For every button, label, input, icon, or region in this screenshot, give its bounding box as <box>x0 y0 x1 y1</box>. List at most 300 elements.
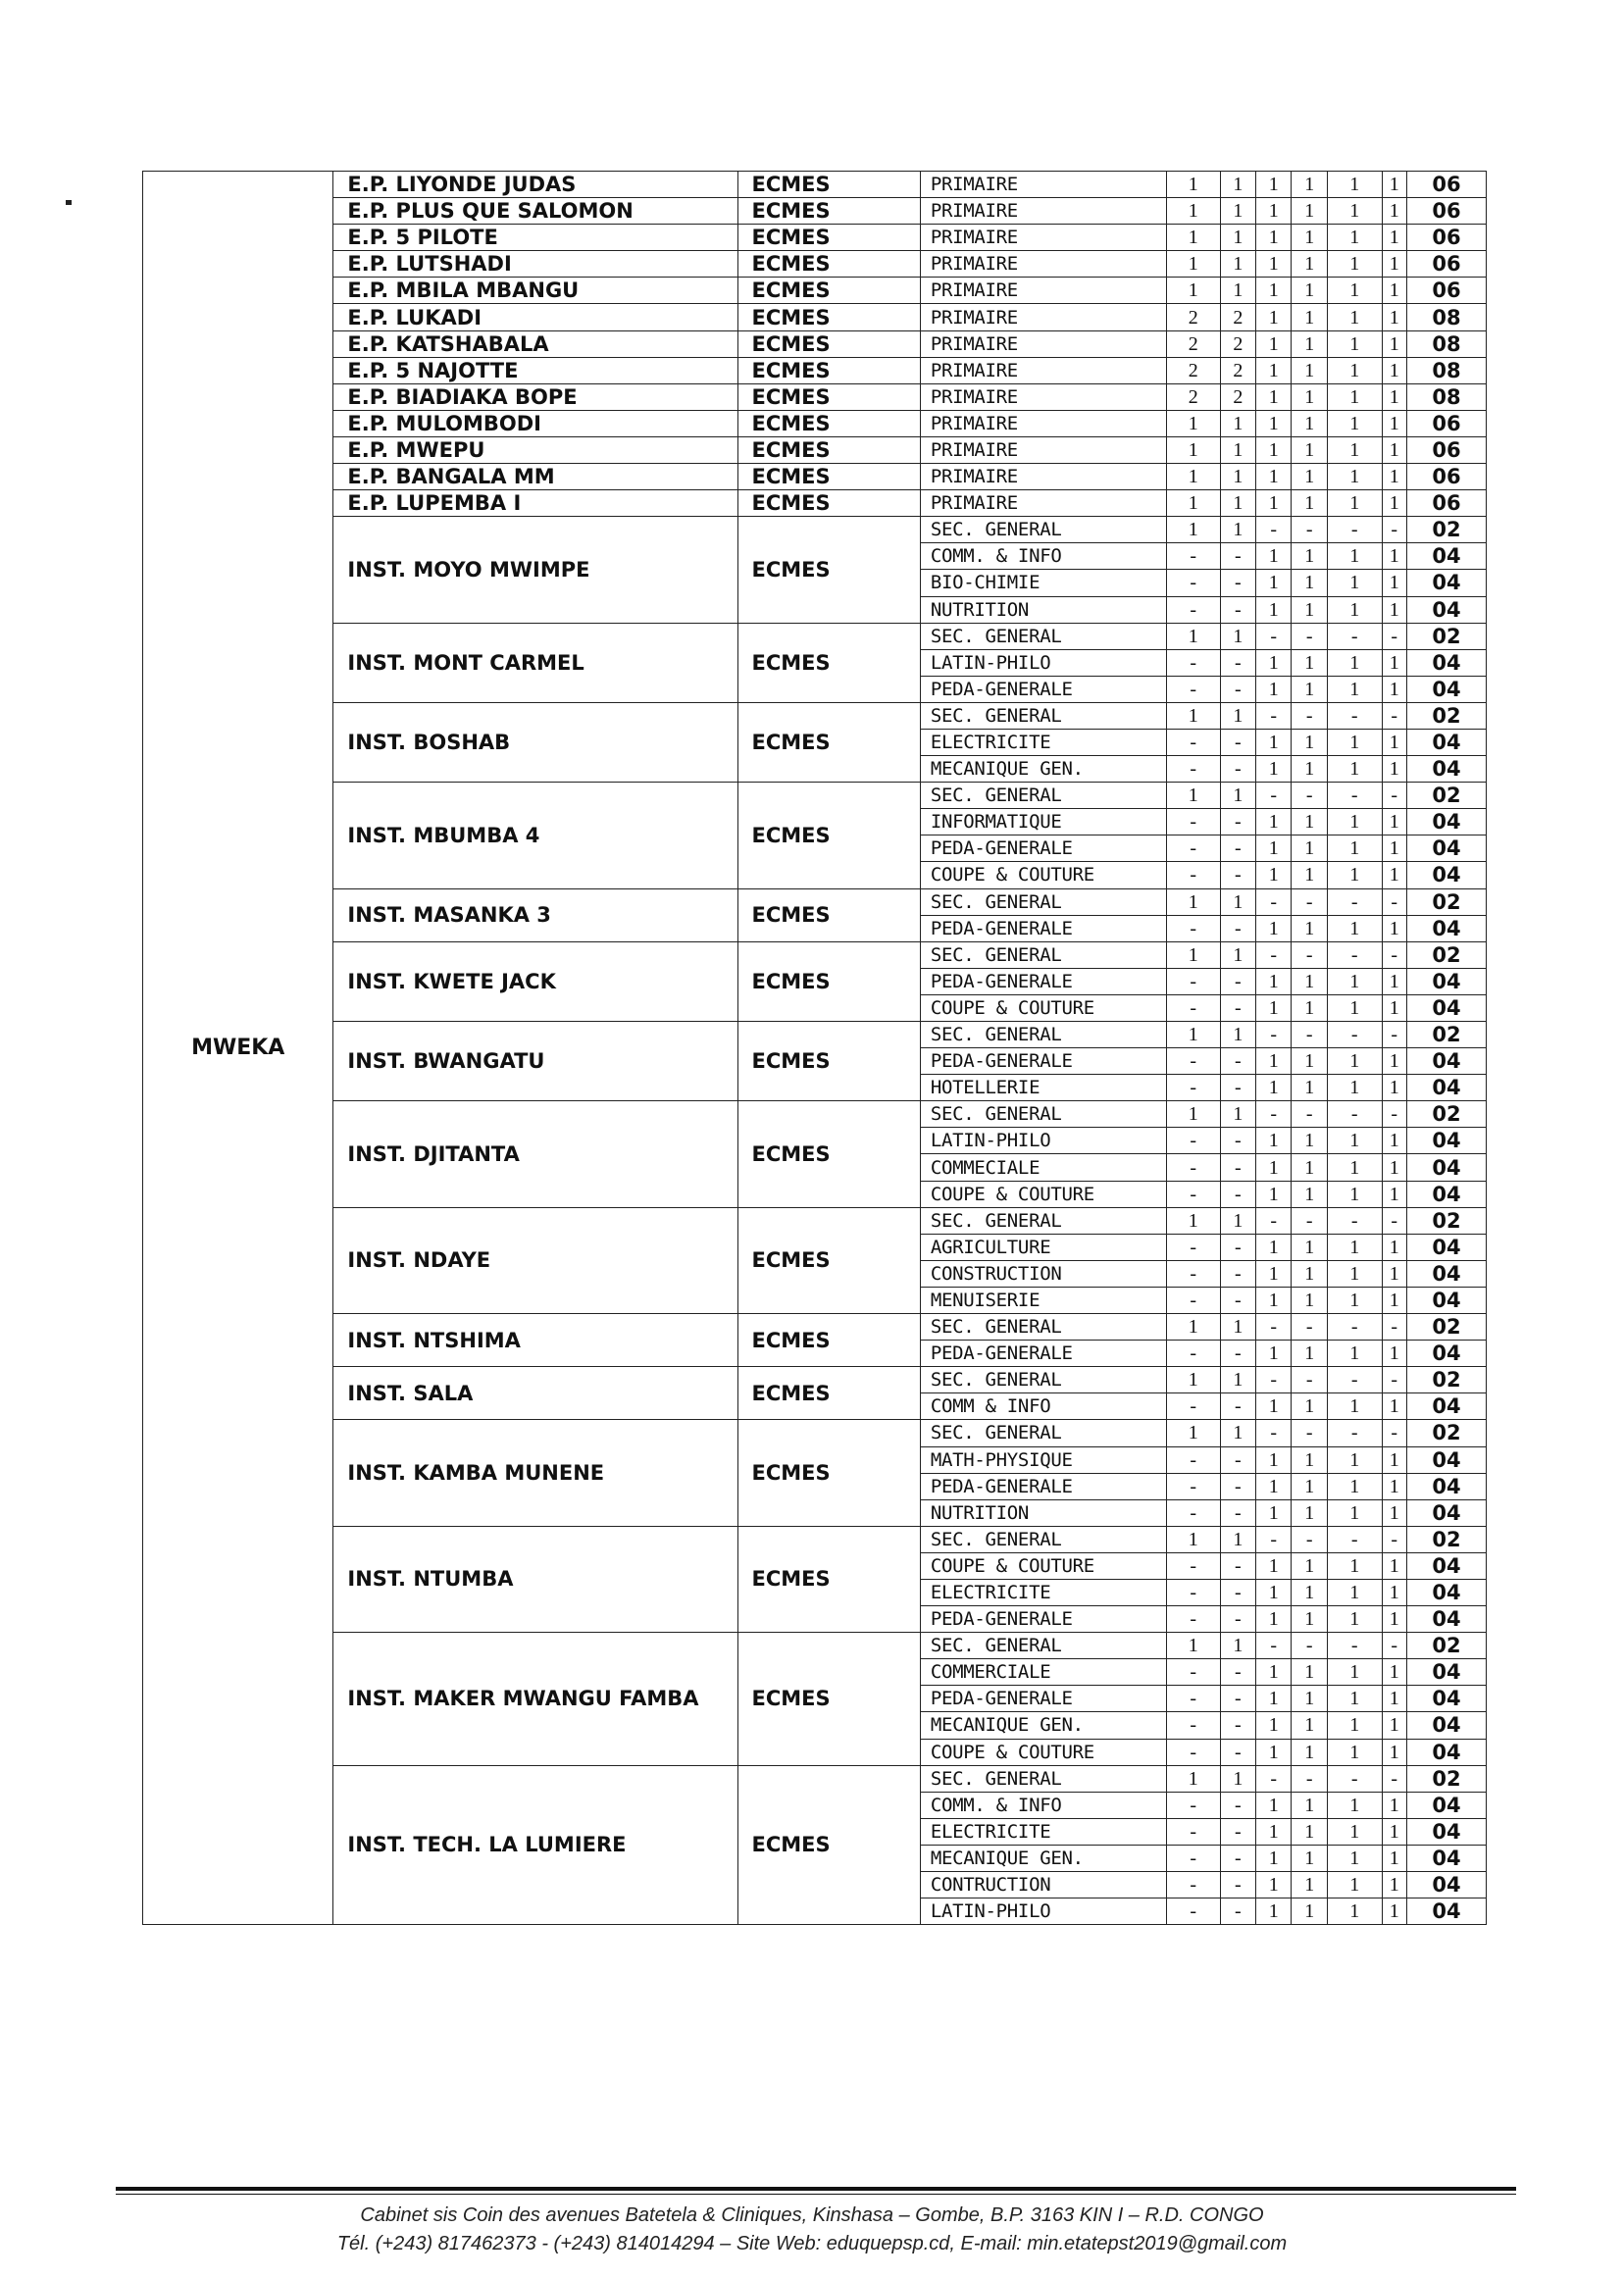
count-cell: 1 <box>1256 676 1292 702</box>
count-cell: - <box>1256 1207 1292 1234</box>
total-cell: 06 <box>1406 225 1486 251</box>
count-cell: 1 <box>1256 1473 1292 1499</box>
count-cell: - <box>1256 783 1292 809</box>
count-cell: - <box>1382 888 1406 915</box>
section-cell: COMM. & INFO <box>920 543 1166 570</box>
count-cell: - <box>1166 596 1220 623</box>
count-cell: 1 <box>1256 1341 1292 1367</box>
count-cell: - <box>1166 1446 1220 1473</box>
count-cell: 1 <box>1327 278 1382 304</box>
count-cell: - <box>1292 1314 1327 1341</box>
count-cell: - <box>1327 1765 1382 1792</box>
count-cell: 1 <box>1256 1579 1292 1605</box>
total-cell: 06 <box>1406 464 1486 490</box>
total-cell: 04 <box>1406 1446 1486 1473</box>
school-name: INST. MAKER MWANGU FAMBA <box>333 1633 737 1765</box>
section-cell: ELECTRICITE <box>920 1818 1166 1845</box>
count-cell: 1 <box>1256 330 1292 357</box>
count-cell: 1 <box>1292 862 1327 888</box>
section-cell: PEDA-GENERALE <box>920 1048 1166 1075</box>
count-cell: - <box>1256 1765 1292 1792</box>
section-cell: MECANIQUE GEN. <box>920 756 1166 783</box>
count-cell: 1 <box>1292 1075 1327 1101</box>
section-cell: PRIMAIRE <box>920 251 1166 278</box>
count-cell: 1 <box>1327 1739 1382 1765</box>
count-cell: - <box>1220 1181 1255 1207</box>
network-cell: ECMES <box>737 1314 920 1367</box>
section-cell: COUPE & COUTURE <box>920 994 1166 1021</box>
count-cell: 1 <box>1327 464 1382 490</box>
count-cell: 1 <box>1292 676 1327 702</box>
section-cell: PEDA-GENERALE <box>920 1606 1166 1633</box>
count-cell: 1 <box>1382 729 1406 755</box>
count-cell: 1 <box>1256 1128 1292 1154</box>
count-cell: 1 <box>1327 198 1382 225</box>
count-cell: 1 <box>1327 862 1382 888</box>
count-cell: - <box>1220 1075 1255 1101</box>
count-cell: 1 <box>1256 596 1292 623</box>
count-cell: 1 <box>1327 835 1382 862</box>
count-cell: - <box>1292 1367 1327 1393</box>
count-cell: 1 <box>1256 1686 1292 1712</box>
count-cell: 1 <box>1327 1473 1382 1499</box>
count-cell: - <box>1166 1818 1220 1845</box>
total-cell: 04 <box>1406 543 1486 570</box>
count-cell: 1 <box>1382 756 1406 783</box>
count-cell: 1 <box>1327 1075 1382 1101</box>
count-cell: - <box>1327 517 1382 543</box>
count-cell: 1 <box>1256 1712 1292 1739</box>
count-cell: - <box>1220 1845 1255 1871</box>
section-cell: PEDA-GENERALE <box>920 1686 1166 1712</box>
count-cell: - <box>1292 702 1327 729</box>
count-cell: - <box>1220 835 1255 862</box>
count-cell: 1 <box>1166 436 1220 463</box>
count-cell: 1 <box>1327 225 1382 251</box>
count-cell: - <box>1327 1314 1382 1341</box>
count-cell: 1 <box>1382 330 1406 357</box>
count-cell: 1 <box>1327 1393 1382 1420</box>
count-cell: 1 <box>1327 436 1382 463</box>
total-cell: 02 <box>1406 1101 1486 1128</box>
section-cell: LATIN-PHILO <box>920 1898 1166 1925</box>
table-row <box>143 357 1487 383</box>
total-cell: 02 <box>1406 783 1486 809</box>
total-cell: 04 <box>1406 570 1486 596</box>
count-cell: - <box>1256 1367 1292 1393</box>
count-cell: - <box>1220 862 1255 888</box>
count-cell: 1 <box>1382 968 1406 994</box>
section-cell: PRIMAIRE <box>920 436 1166 463</box>
total-cell: 04 <box>1406 1845 1486 1871</box>
table-row <box>143 251 1487 278</box>
count-cell: 1 <box>1382 1287 1406 1313</box>
count-cell: 1 <box>1256 1075 1292 1101</box>
network-cell: ECMES <box>737 251 920 278</box>
total-cell: 04 <box>1406 1048 1486 1075</box>
network-cell: ECMES <box>737 941 920 1021</box>
total-cell: 08 <box>1406 383 1486 410</box>
count-cell: - <box>1166 1048 1220 1075</box>
count-cell: 1 <box>1220 464 1255 490</box>
count-cell: - <box>1292 941 1327 968</box>
network-cell: ECMES <box>737 888 920 941</box>
count-cell: 1 <box>1166 941 1220 968</box>
count-cell: - <box>1256 1526 1292 1552</box>
count-cell: 1 <box>1382 251 1406 278</box>
section-cell: SEC. GENERAL <box>920 702 1166 729</box>
count-cell: - <box>1166 1260 1220 1287</box>
count-cell: 1 <box>1327 1712 1382 1739</box>
count-cell: 1 <box>1327 1234 1382 1260</box>
total-cell: 04 <box>1406 1739 1486 1765</box>
network-cell: ECMES <box>737 304 920 330</box>
count-cell: 1 <box>1292 225 1327 251</box>
total-cell: 08 <box>1406 330 1486 357</box>
count-cell: 1 <box>1292 1552 1327 1579</box>
count-cell: - <box>1292 1101 1327 1128</box>
table-row <box>143 225 1487 251</box>
school-name: INST. DJITANTA <box>333 1101 737 1207</box>
count-cell: - <box>1220 543 1255 570</box>
count-cell: 1 <box>1220 1207 1255 1234</box>
section-cell: LATIN-PHILO <box>920 1128 1166 1154</box>
count-cell: - <box>1220 1234 1255 1260</box>
count-cell: 1 <box>1382 1260 1406 1287</box>
count-cell: 1 <box>1166 490 1220 517</box>
total-cell: 02 <box>1406 1420 1486 1446</box>
total-cell: 04 <box>1406 1898 1486 1925</box>
count-cell: - <box>1256 517 1292 543</box>
count-cell: 1 <box>1382 304 1406 330</box>
section-cell: SEC. GENERAL <box>920 1367 1166 1393</box>
table-row <box>143 1420 1487 1446</box>
count-cell: - <box>1327 941 1382 968</box>
count-cell: - <box>1382 702 1406 729</box>
count-cell: 1 <box>1382 1552 1406 1579</box>
count-cell: 1 <box>1292 1898 1327 1925</box>
table-row <box>143 1022 1487 1048</box>
count-cell: 1 <box>1382 383 1406 410</box>
count-cell: 1 <box>1327 330 1382 357</box>
count-cell: 1 <box>1382 994 1406 1021</box>
count-cell: - <box>1292 517 1327 543</box>
network-cell: ECMES <box>737 410 920 436</box>
count-cell: 1 <box>1292 649 1327 676</box>
count-cell: 1 <box>1327 649 1382 676</box>
count-cell: 1 <box>1220 490 1255 517</box>
count-cell: 1 <box>1382 1499 1406 1526</box>
count-cell: 1 <box>1292 809 1327 835</box>
count-cell: 1 <box>1256 1181 1292 1207</box>
count-cell: 1 <box>1292 1234 1327 1260</box>
count-cell: 1 <box>1327 968 1382 994</box>
count-cell: 1 <box>1382 464 1406 490</box>
network-cell: ECMES <box>737 1367 920 1420</box>
total-cell: 02 <box>1406 1765 1486 1792</box>
section-cell: SEC. GENERAL <box>920 1022 1166 1048</box>
count-cell: 1 <box>1256 490 1292 517</box>
count-cell: 1 <box>1382 225 1406 251</box>
count-cell: 1 <box>1327 1260 1382 1287</box>
count-cell: - <box>1166 1393 1220 1420</box>
total-cell: 04 <box>1406 968 1486 994</box>
count-cell: - <box>1256 1314 1292 1341</box>
count-cell: - <box>1292 1207 1327 1234</box>
count-cell: 1 <box>1292 436 1327 463</box>
count-cell: 1 <box>1256 1048 1292 1075</box>
count-cell: 1 <box>1166 702 1220 729</box>
count-cell: 1 <box>1220 1367 1255 1393</box>
total-cell: 04 <box>1406 729 1486 755</box>
total-cell: 02 <box>1406 941 1486 968</box>
count-cell: 1 <box>1292 1048 1327 1075</box>
count-cell: - <box>1166 1234 1220 1260</box>
count-cell: 1 <box>1256 436 1292 463</box>
count-cell: 1 <box>1382 596 1406 623</box>
count-cell: - <box>1166 1341 1220 1367</box>
scan-mark <box>66 200 72 205</box>
count-cell: - <box>1166 994 1220 1021</box>
section-cell: PRIMAIRE <box>920 490 1166 517</box>
section-cell: COMM. & INFO <box>920 1792 1166 1818</box>
section-cell: SEC. GENERAL <box>920 1207 1166 1234</box>
count-cell: 1 <box>1256 464 1292 490</box>
count-cell: - <box>1382 1022 1406 1048</box>
count-cell: - <box>1382 623 1406 649</box>
count-cell: 1 <box>1327 383 1382 410</box>
network-cell: ECMES <box>737 278 920 304</box>
section-cell: PRIMAIRE <box>920 464 1166 490</box>
count-cell: 1 <box>1327 1579 1382 1605</box>
table-row <box>143 436 1487 463</box>
table-row <box>143 304 1487 330</box>
count-cell: 1 <box>1292 410 1327 436</box>
count-cell: 1 <box>1256 729 1292 755</box>
count-cell: 1 <box>1327 1552 1382 1579</box>
section-cell: PRIMAIRE <box>920 330 1166 357</box>
section-cell: SEC. GENERAL <box>920 888 1166 915</box>
count-cell: 1 <box>1256 1552 1292 1579</box>
count-cell: - <box>1220 1473 1255 1499</box>
count-cell: - <box>1166 570 1220 596</box>
total-cell: 02 <box>1406 1367 1486 1393</box>
count-cell: - <box>1382 783 1406 809</box>
count-cell: 2 <box>1220 304 1255 330</box>
count-cell: - <box>1327 1022 1382 1048</box>
count-cell: 1 <box>1256 357 1292 383</box>
total-cell: 04 <box>1406 1686 1486 1712</box>
count-cell: - <box>1166 1499 1220 1526</box>
school-name: INST. NDAYE <box>333 1207 737 1313</box>
total-cell: 04 <box>1406 1287 1486 1313</box>
section-cell: PEDA-GENERALE <box>920 1341 1166 1367</box>
count-cell: 1 <box>1327 1181 1382 1207</box>
count-cell: - <box>1256 888 1292 915</box>
school-name: E.P. 5 PILOTE <box>333 225 737 251</box>
total-cell: 04 <box>1406 1579 1486 1605</box>
count-cell: 1 <box>1166 623 1220 649</box>
count-cell: 1 <box>1166 251 1220 278</box>
network-cell: ECMES <box>737 702 920 782</box>
count-cell: 1 <box>1220 1022 1255 1048</box>
section-cell: PEDA-GENERALE <box>920 676 1166 702</box>
count-cell: 1 <box>1327 357 1382 383</box>
school-name: INST. MBUMBA 4 <box>333 783 737 888</box>
count-cell: 1 <box>1292 1446 1327 1473</box>
count-cell: 1 <box>1256 1260 1292 1287</box>
count-cell: 1 <box>1256 809 1292 835</box>
count-cell: - <box>1382 941 1406 968</box>
count-cell: 1 <box>1292 1499 1327 1526</box>
count-cell: 1 <box>1220 1314 1255 1341</box>
count-cell: 1 <box>1382 1606 1406 1633</box>
total-cell: 04 <box>1406 1712 1486 1739</box>
count-cell: 1 <box>1327 676 1382 702</box>
count-cell: - <box>1382 1367 1406 1393</box>
count-cell: 1 <box>1292 1287 1327 1313</box>
count-cell: - <box>1382 1207 1406 1234</box>
count-cell: 1 <box>1327 1898 1382 1925</box>
section-cell: SEC. GENERAL <box>920 623 1166 649</box>
count-cell: - <box>1220 1818 1255 1845</box>
section-cell: MATH-PHYSIQUE <box>920 1446 1166 1473</box>
count-cell: 1 <box>1166 172 1220 198</box>
count-cell: - <box>1220 968 1255 994</box>
count-cell: - <box>1220 1739 1255 1765</box>
count-cell: 1 <box>1256 968 1292 994</box>
count-cell: 1 <box>1220 1633 1255 1659</box>
table-row <box>143 1101 1487 1128</box>
count-cell: 1 <box>1292 357 1327 383</box>
total-cell: 06 <box>1406 436 1486 463</box>
count-cell: - <box>1220 809 1255 835</box>
zone-cell: MWEKA <box>143 172 333 1925</box>
count-cell: 1 <box>1292 1845 1327 1871</box>
count-cell: 1 <box>1327 543 1382 570</box>
count-cell: 1 <box>1166 410 1220 436</box>
school-name: INST. MOYO MWIMPE <box>333 517 737 623</box>
count-cell: 1 <box>1292 543 1327 570</box>
network-cell: ECMES <box>737 1022 920 1101</box>
count-cell: 1 <box>1166 464 1220 490</box>
total-cell: 06 <box>1406 278 1486 304</box>
count-cell: 1 <box>1256 304 1292 330</box>
count-cell: 1 <box>1220 251 1255 278</box>
count-cell: - <box>1220 1446 1255 1473</box>
count-cell: 1 <box>1327 1446 1382 1473</box>
count-cell: 1 <box>1382 1898 1406 1925</box>
count-cell: 1 <box>1292 1818 1327 1845</box>
count-cell: 1 <box>1220 888 1255 915</box>
count-cell: 2 <box>1220 383 1255 410</box>
count-cell: 1 <box>1382 835 1406 862</box>
count-cell: - <box>1220 676 1255 702</box>
count-cell: 1 <box>1256 835 1292 862</box>
count-cell: 1 <box>1327 1686 1382 1712</box>
table-row <box>143 278 1487 304</box>
count-cell: 1 <box>1166 1367 1220 1393</box>
count-cell: 1 <box>1220 517 1255 543</box>
count-cell: 1 <box>1292 968 1327 994</box>
count-cell: 1 <box>1256 225 1292 251</box>
count-cell: 1 <box>1292 1686 1327 1712</box>
network-cell: ECMES <box>737 172 920 198</box>
count-cell: - <box>1166 835 1220 862</box>
network-cell: ECMES <box>737 383 920 410</box>
count-cell: 1 <box>1292 1341 1327 1367</box>
count-cell: 1 <box>1256 570 1292 596</box>
count-cell: 1 <box>1166 1526 1220 1552</box>
school-name: E.P. 5 NAJOTTE <box>333 357 737 383</box>
count-cell: 1 <box>1382 1341 1406 1367</box>
table-row <box>143 1633 1487 1659</box>
total-cell: 04 <box>1406 835 1486 862</box>
count-cell: 1 <box>1327 304 1382 330</box>
table-row <box>143 517 1487 543</box>
count-cell: - <box>1166 649 1220 676</box>
count-cell: 1 <box>1166 198 1220 225</box>
count-cell: 1 <box>1292 1659 1327 1686</box>
network-cell: ECMES <box>737 1420 920 1526</box>
count-cell: 1 <box>1166 1765 1220 1792</box>
section-cell: SEC. GENERAL <box>920 1101 1166 1128</box>
network-cell: ECMES <box>737 1633 920 1765</box>
schools-table <box>142 171 1487 1925</box>
school-name: E.P. LUKADI <box>333 304 737 330</box>
count-cell: 1 <box>1220 941 1255 968</box>
count-cell: - <box>1292 1765 1327 1792</box>
count-cell: - <box>1382 1765 1406 1792</box>
count-cell: 1 <box>1382 1739 1406 1765</box>
count-cell: 1 <box>1256 543 1292 570</box>
count-cell: - <box>1220 1579 1255 1605</box>
count-cell: 1 <box>1382 543 1406 570</box>
count-cell: - <box>1327 1526 1382 1552</box>
count-cell: 1 <box>1220 702 1255 729</box>
count-cell: 1 <box>1382 1845 1406 1871</box>
footer-address: Cabinet sis Coin des avenues Batetela & Cliniques, Kinshasa – Gombe, B.P. 3163 KIN I – R.D. CONGO <box>360 2204 1264 2226</box>
table-row <box>143 1526 1487 1552</box>
count-cell: 1 <box>1256 1606 1292 1633</box>
count-cell: 1 <box>1166 278 1220 304</box>
total-cell: 04 <box>1406 1792 1486 1818</box>
count-cell: 1 <box>1292 383 1327 410</box>
count-cell: 1 <box>1382 1686 1406 1712</box>
count-cell: 1 <box>1382 1579 1406 1605</box>
total-cell: 02 <box>1406 1526 1486 1552</box>
count-cell: 1 <box>1292 1792 1327 1818</box>
count-cell: 1 <box>1256 1739 1292 1765</box>
count-cell: 1 <box>1382 809 1406 835</box>
footer-rule-thin <box>116 2194 1516 2195</box>
section-cell: PRIMAIRE <box>920 383 1166 410</box>
count-cell: - <box>1166 809 1220 835</box>
network-cell: ECMES <box>737 357 920 383</box>
count-cell: - <box>1220 915 1255 941</box>
count-cell: - <box>1220 596 1255 623</box>
school-name: E.P. LUPEMBA I <box>333 490 737 517</box>
total-cell: 04 <box>1406 596 1486 623</box>
section-cell: PRIMAIRE <box>920 304 1166 330</box>
table-row <box>143 490 1487 517</box>
count-cell: 1 <box>1256 172 1292 198</box>
total-cell: 02 <box>1406 702 1486 729</box>
count-cell: 1 <box>1382 915 1406 941</box>
table-row <box>143 1367 1487 1393</box>
count-cell: - <box>1220 1128 1255 1154</box>
count-cell: 1 <box>1327 251 1382 278</box>
